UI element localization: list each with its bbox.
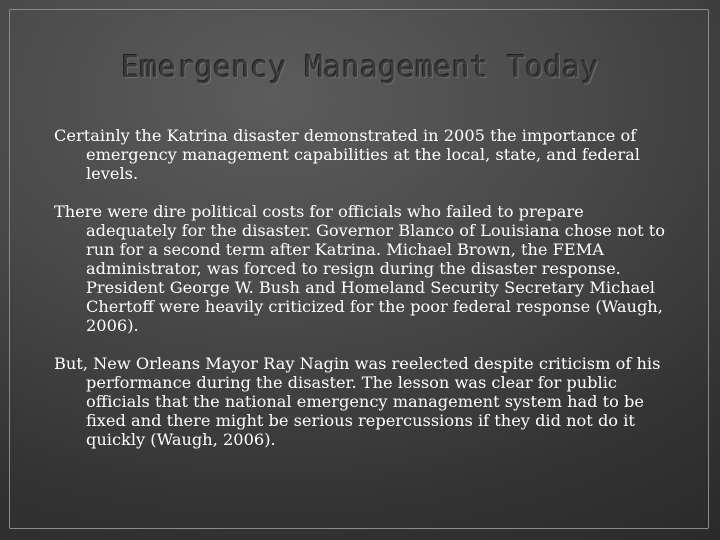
paragraph-nagin-reelection: But, New Orleans Mayor Ray Nagin was reelected despite criticism of his performance during the disaster. The lesson was clear for public officials that the national emergency management system had to be fixed and there might be serious repercussions if they did not do it quickly (Waugh, 2006). [54,354,661,449]
slide-title: Emergency Management Today [121,50,599,85]
slide-body [54,126,679,468]
paragraph-political-costs: There were dire political costs for officials who failed to prepare adequately for the disaster. Governor Blanco of Louisiana chose not to run for a second term after Katrina. Michael Brown, the FEMA administrator, was forced to resign during the disaster response. President George W. Bush and Homeland Security Secretary Michael Chertoff were heavily criticized for the poor federal response (Waugh, 2006). [54,202,665,335]
paragraph-katrina-importance: Certainly the Katrina disaster demonstrated in 2005 the importance of emergency management capabilities at the local, state, and federal levels. [54,126,640,183]
